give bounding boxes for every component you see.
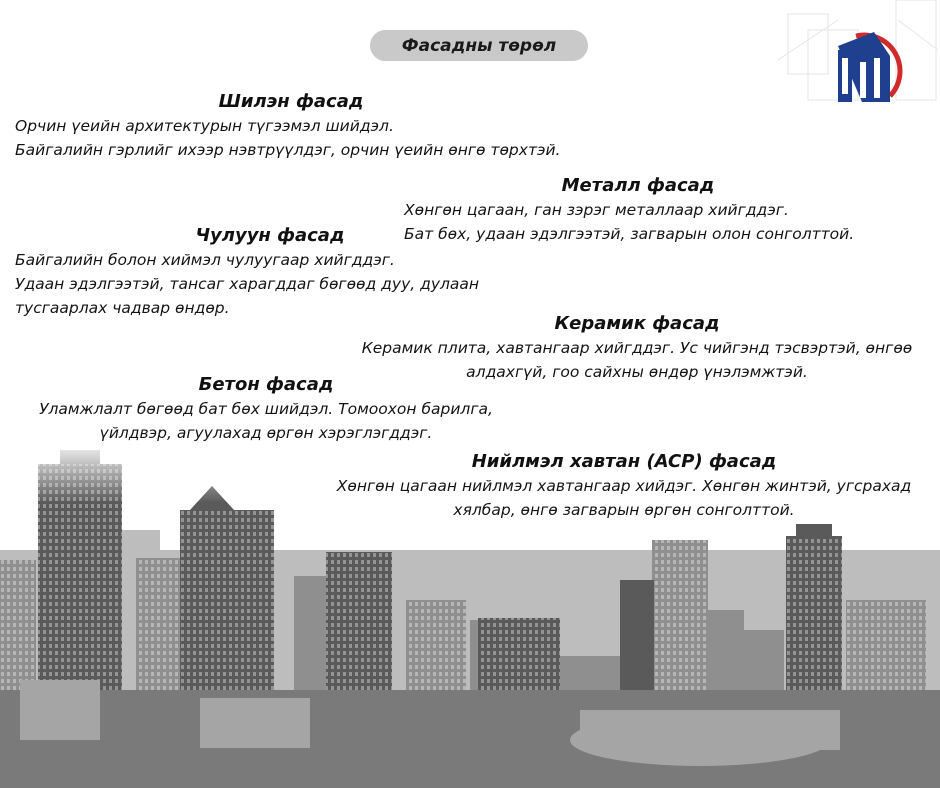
section-glass-facade [15, 90, 575, 162]
section-text-line: Байгалийн болон хиймэл чулуугаар хийгддэг. [15, 251, 395, 269]
page-title [370, 30, 588, 61]
section-text-line: Керамик плита, хавтангаар хийгддэг. Ус чийгэнд тэсвэртэй, өнгөө [361, 339, 913, 357]
section-title: Шилэн фасад [218, 91, 364, 112]
page-title-text: Фасадны төрөл [401, 35, 557, 56]
section-text-line: Уламжлалт бөгөөд бат бөх шийдэл. Томоохон барилга, [39, 400, 493, 418]
section-text-line: хялбар, өнгө загварын өргөн сонголттой. [453, 501, 795, 519]
section-text-line: тусгаарлах чадвар өндөр. [15, 299, 230, 317]
section-text-line: Бат бөх, удаан эдэлгээтэй, загварын олон сонголттой. [404, 225, 855, 243]
section-text-line: Хөнгөн цагаан нийлмэл хавтангаар хийдэг. Хөнгөн жинтэй, угсрахад [336, 477, 912, 495]
section-text-line: Удаан эдэлгээтэй, тансаг харагддаг бөгөөд дуу, дулаан [15, 275, 480, 293]
section-acp-facade [322, 450, 926, 522]
section-title: Чулуун фасад [195, 225, 345, 246]
section-text-line: Байгалийн гэрлийг ихээр нэвтрүүлдэг, орчин үеийн өнгө төрхтэй. [15, 141, 561, 159]
section-text-line: Хөнгөн цагаан, ган зэрэг металлаар хийгддэг. [404, 201, 789, 219]
section-title: Металл фасад [561, 175, 715, 196]
section-title: Бетон фасад [198, 374, 334, 395]
section-title: Нийлмэл хавтан (ACP) фасад [471, 451, 777, 472]
section-stone-facade [15, 224, 485, 320]
section-text-line: алдахгүй, гоо сайхны өндөр үнэлэмжтэй. [466, 363, 808, 381]
section-title: Керамик фасад [554, 313, 720, 334]
section-text-line: Орчин үеийн архитектурын түгээмэл шийдэл. [15, 117, 394, 135]
building-logo-icon [778, 0, 940, 112]
section-text-line: үйлдвэр, агуулахад өргөн хэрэглэгддэг. [99, 424, 433, 442]
section-concrete-facade [16, 373, 516, 445]
